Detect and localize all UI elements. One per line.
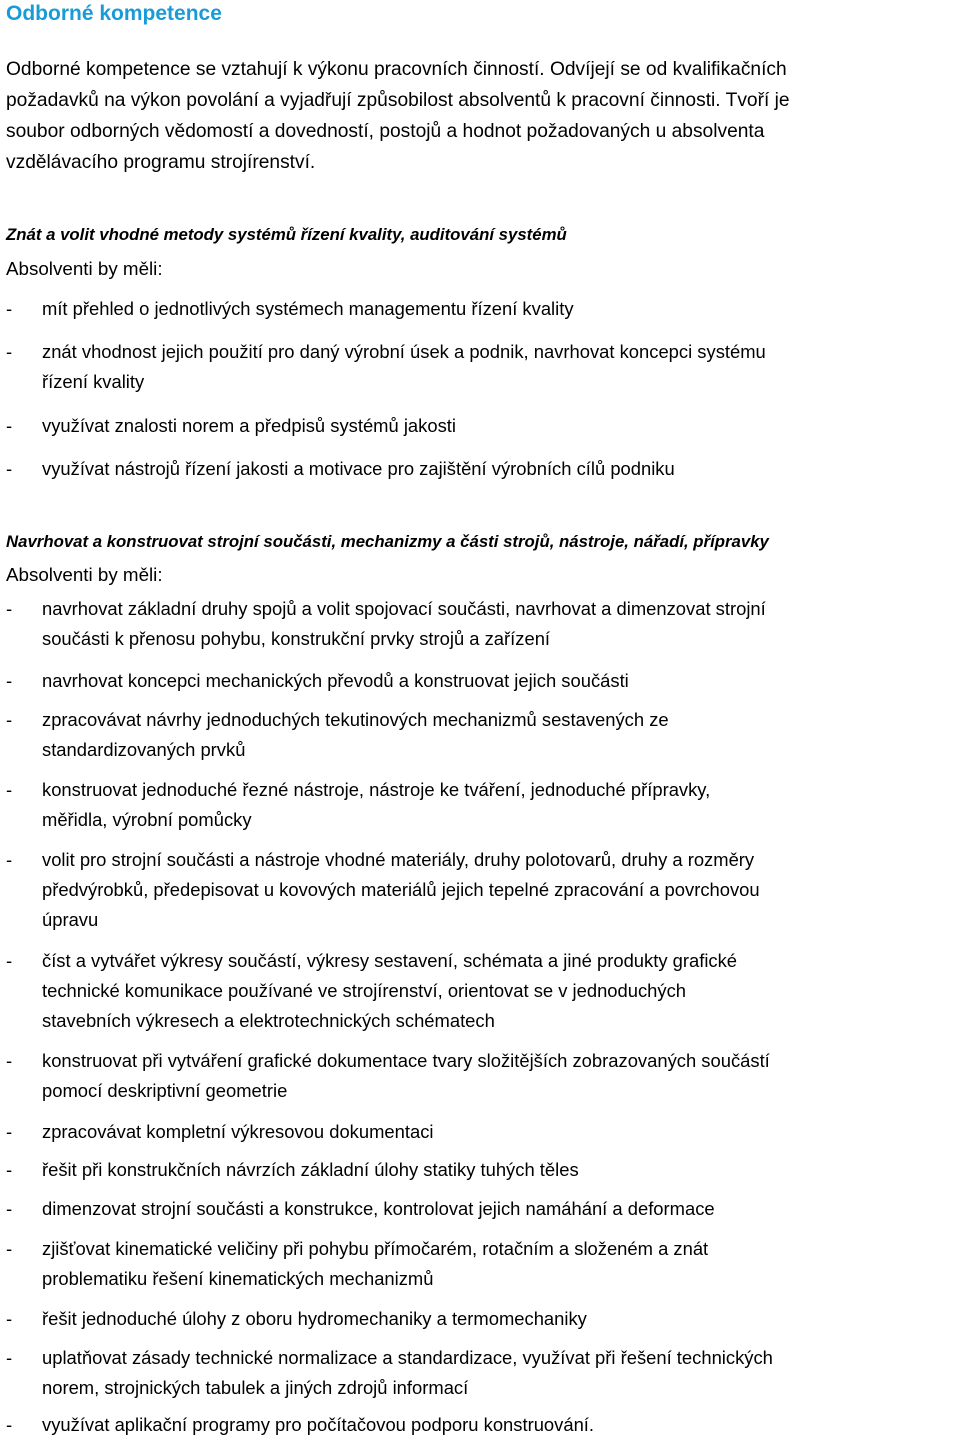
page-title: Odborné kompetence xyxy=(6,2,222,25)
list-item-line: mít přehled o jednotlivých systémech managementu řízení kvality xyxy=(42,298,574,319)
list-item-line: navrhovat základní druhy spojů a volit spojovací součásti, navrhovat a dimenzovat strojní xyxy=(42,598,766,619)
list-item xyxy=(6,1234,960,1294)
list-item-line: zjišťovat kinematické veličiny při pohybu přímočarém, rotačním a složeném a znát xyxy=(42,1238,709,1259)
list-item-line: využívat nástrojů řízení jakosti a motivace pro zajištění výrobních cílů podniku xyxy=(42,458,675,479)
intro-paragraph xyxy=(6,54,946,178)
list-dash: - xyxy=(6,709,13,730)
section-subheading: Absolventi by měli: xyxy=(6,564,163,585)
list-dash: - xyxy=(6,598,13,619)
list-item-line: navrhovat koncepci mechanických převodů a konstruovat jejich součásti xyxy=(42,670,629,691)
list-item-line: součásti k přenosu pohybu, konstrukční prvky strojů a zařízení xyxy=(42,628,551,649)
list-item-line: dimenzovat strojní součásti a konstrukce, kontrolovat jejich namáhání a deformace xyxy=(42,1198,715,1219)
list-item-line: pomocí deskriptivní geometrie xyxy=(42,1080,288,1101)
list-item xyxy=(6,454,960,484)
list-dash: - xyxy=(6,670,13,691)
list-item-line: technické komunikace používané ve strojírenství, orientovat se v jednoduchých xyxy=(42,980,687,1001)
list-item-line: zpracovávat kompletní výkresovou dokumentaci xyxy=(42,1121,434,1142)
list-item xyxy=(6,775,960,835)
list-item-line: využívat aplikační programy pro počítačovou podporu konstruování. xyxy=(42,1414,595,1435)
intro-line: požadavků na výkon povolání a vyjadřují způsobilost absolventů k pracovní činnosti. Tvoří je xyxy=(6,90,790,111)
list-item xyxy=(6,845,960,935)
list-dash: - xyxy=(6,779,13,800)
list-item-line: řízení kvality xyxy=(42,371,145,392)
list-dash: - xyxy=(6,849,13,870)
list-item-line: předvýrobků, předepisovat u kovových materiálů jejich tepelné zpracování a povrchovou xyxy=(42,879,760,900)
list-item-line: volit pro strojní součásti a nástroje vhodné materiály, druhy polotovarů, druhy a rozměry xyxy=(42,849,755,870)
list-dash: - xyxy=(6,1050,13,1071)
list-item xyxy=(6,594,960,654)
intro-line: vzdělávacího programu strojírenství. xyxy=(6,152,316,173)
list-dash: - xyxy=(6,1347,13,1368)
section-heading-quality: Znát a volit vhodné metody systémů řízení kvality, auditování systémů xyxy=(6,225,567,244)
list-dash: - xyxy=(6,1238,13,1259)
list-dash: - xyxy=(6,341,13,362)
list-dash: - xyxy=(6,950,13,971)
list-dash: - xyxy=(6,1308,13,1329)
list-item xyxy=(6,1117,960,1147)
list-dash: - xyxy=(6,458,13,479)
list-item xyxy=(6,1155,960,1185)
list-item xyxy=(6,337,960,397)
list-item-line: řešit jednoduché úlohy z oboru hydromechaniky a termomechaniky xyxy=(42,1308,587,1329)
intro-line: soubor odborných vědomostí a dovedností, postojů a hodnot požadovaných u absolventa xyxy=(6,121,765,142)
list-item xyxy=(6,705,960,765)
section-subheading: Absolventi by měli: xyxy=(6,258,163,279)
list-item-line: řešit při konstrukčních návrzích základní úlohy statiky tuhých těles xyxy=(42,1159,579,1180)
list-item-line: měřidla, výrobní pomůcky xyxy=(42,809,252,830)
list-dash: - xyxy=(6,1198,13,1219)
list-item xyxy=(6,1410,960,1440)
list-item-line: konstruovat při vytváření grafické dokumentace tvary složitějších zobrazovaných součástí xyxy=(42,1050,770,1071)
intro-line: Odborné kompetence se vztahují k výkonu pracovních činností. Odvíjejí se od kvalifikačních xyxy=(6,59,787,80)
list-item xyxy=(6,666,960,696)
list-item-line: problematiku řešení kinematických mechanizmů xyxy=(42,1268,434,1289)
list-dash: - xyxy=(6,298,13,319)
list-item-line xyxy=(42,705,960,735)
list-item xyxy=(6,1194,960,1224)
list-dash: - xyxy=(6,415,13,436)
list-item-line: úpravu xyxy=(42,909,99,930)
list-item xyxy=(6,294,960,324)
list-item xyxy=(6,1343,960,1403)
list-dash: - xyxy=(6,1414,13,1435)
list-item-line: norem, strojnických tabulek a jiných zdrojů informací xyxy=(42,1377,469,1398)
list-item-line: konstruovat jednoduché řezné nástroje, nástroje ke tváření, jednoduché přípravky, xyxy=(42,779,711,800)
section-heading-design: Navrhovat a konstruovat strojní součásti, mechanizmy a části strojů, nástroje, nářadí, přípravky xyxy=(6,532,769,551)
list-item xyxy=(6,1046,960,1106)
list-dash: - xyxy=(6,1121,13,1142)
list-item-line: standardizovaných prvků xyxy=(42,739,246,760)
list-item-line: zpracovávat návrhy jednoduchých tekutinových mechanizmů sestavených ze xyxy=(42,709,669,730)
list-item xyxy=(6,946,960,1036)
list-dash: - xyxy=(6,1159,13,1180)
list-item-line: stavebních výkresech a elektrotechnických schématech xyxy=(42,1010,495,1031)
list-item-line: využívat znalosti norem a předpisů systémů jakosti xyxy=(42,415,456,436)
list-item-line: uplatňovat zásady technické normalizace a standardizace, využívat při řešení technických xyxy=(42,1347,773,1368)
list-item xyxy=(6,411,960,441)
list-item xyxy=(6,1304,960,1334)
list-item-line: číst a vytvářet výkresy součástí, výkresy sestavení, schémata a jiné produkty grafické xyxy=(42,950,738,971)
list-item-line: znát vhodnost jejich použití pro daný výrobní úsek a podnik, navrhovat koncepci systému xyxy=(42,341,766,362)
